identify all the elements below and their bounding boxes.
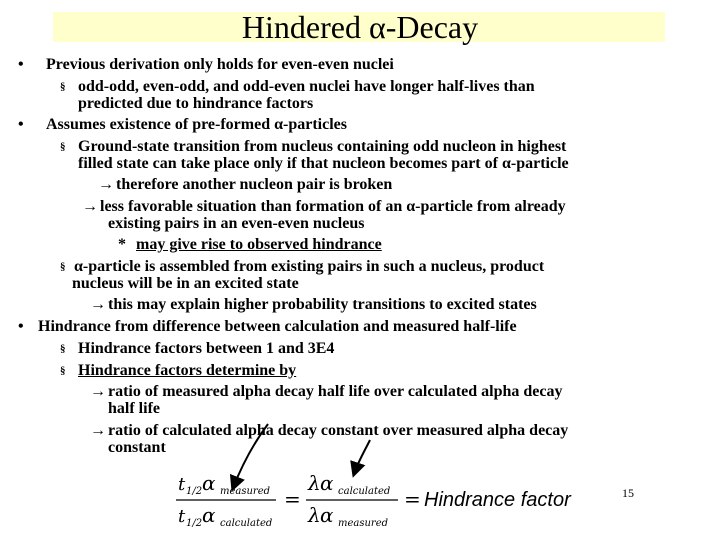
note-text: may give rise to observed hindrance (136, 236, 382, 253)
continuation-text: predicted due to hindrance factors (78, 95, 314, 112)
sub-bullet-marker: § (60, 81, 66, 93)
eq-lambda-num: λ (308, 471, 321, 495)
arrow-marker: → (90, 383, 106, 400)
bullet-text: Hindrance from difference between calculation and measured half-life (38, 318, 517, 335)
sub-bullet-text: Hindrance factors between 1 and 3E4 (78, 340, 335, 357)
eq-equals-1: = (284, 487, 301, 511)
eq-alpha-den-2: α (320, 503, 334, 527)
eq-half-sub-den: 1/2 (186, 518, 203, 529)
eq-t-den: t (178, 506, 186, 527)
arrow-marker: → (90, 296, 106, 313)
arrow-marker: → (82, 198, 98, 215)
bullet-marker: • (18, 56, 24, 73)
arrow-text: less favorable situation than formation of an α-particle from already (100, 198, 566, 215)
eq-measured-den: measured (338, 518, 389, 529)
continuation-text: filled state can take place only if that nucleon becomes part of α-particle (78, 155, 569, 172)
arrow-marker: → (90, 422, 106, 439)
continuation-text: constant (108, 439, 166, 456)
eq-calculated-den: calculated (220, 518, 273, 529)
sub-bullet-marker: § (60, 141, 66, 153)
eq-alpha-den: α (202, 503, 216, 527)
eq-lambda-den: λ (308, 503, 321, 527)
eq-alpha-num-2: α (320, 471, 334, 495)
sub-bullet-marker: § (60, 343, 66, 355)
sub-bullet-text: odd-odd, even-odd, and odd-even nuclei have longer half-lives than (78, 78, 535, 95)
arrow-text: ratio of measured alpha decay half life over calculated alpha decay (108, 383, 563, 400)
sub-bullet-text: Hindrance factors determine by (78, 362, 297, 379)
arrow-text: this may explain higher probability transitions to excited states (108, 296, 537, 313)
eq-calculated-num: calculated (338, 486, 391, 497)
title-prefix: Hindered (241, 9, 369, 45)
eq-result: Hindrance factor (424, 489, 571, 511)
page-number: 15 (622, 486, 634, 500)
arrow-text: ratio of calculated alpha decay constant over measured alpha decay (108, 422, 569, 439)
continuation-text: existing pairs in an even-even nucleus (108, 215, 365, 232)
title-alpha: α (368, 9, 386, 45)
arrow-text: therefore another nucleon pair is broken (116, 176, 393, 193)
continuation-text: half life (108, 400, 160, 417)
continuation-text: nucleus will be in an excited state (72, 275, 299, 292)
bullet-text: Previous derivation only holds for even-even nuclei (46, 56, 394, 73)
bullet-marker: • (18, 318, 24, 335)
eq-equals-2: = (404, 487, 421, 511)
sub-bullet-marker: § (60, 261, 66, 273)
eq-half-sub-num: 1/2 (186, 486, 203, 497)
title-suffix: -Decay (385, 9, 479, 45)
eq-alpha-num: α (202, 471, 216, 495)
bullet-text: Assumes existence of pre-formed α-particles (46, 116, 347, 133)
eq-t-num: t (178, 474, 186, 495)
sub-bullet-text: α-particle is assembled from existing pairs in such a nucleus, product (74, 258, 545, 275)
sub-bullet-marker: § (60, 365, 66, 377)
arrow-to-half-life-ratio (233, 424, 268, 488)
arrow-to-decay-constant-ratio (354, 440, 370, 474)
arrow-marker: → (98, 176, 114, 193)
asterisk-marker: * (118, 236, 126, 253)
sub-bullet-text: Ground-state transition from nucleus containing odd nucleon in highest (78, 138, 567, 155)
eq-measured-num: measured (220, 486, 271, 497)
bullet-marker: • (18, 116, 24, 133)
